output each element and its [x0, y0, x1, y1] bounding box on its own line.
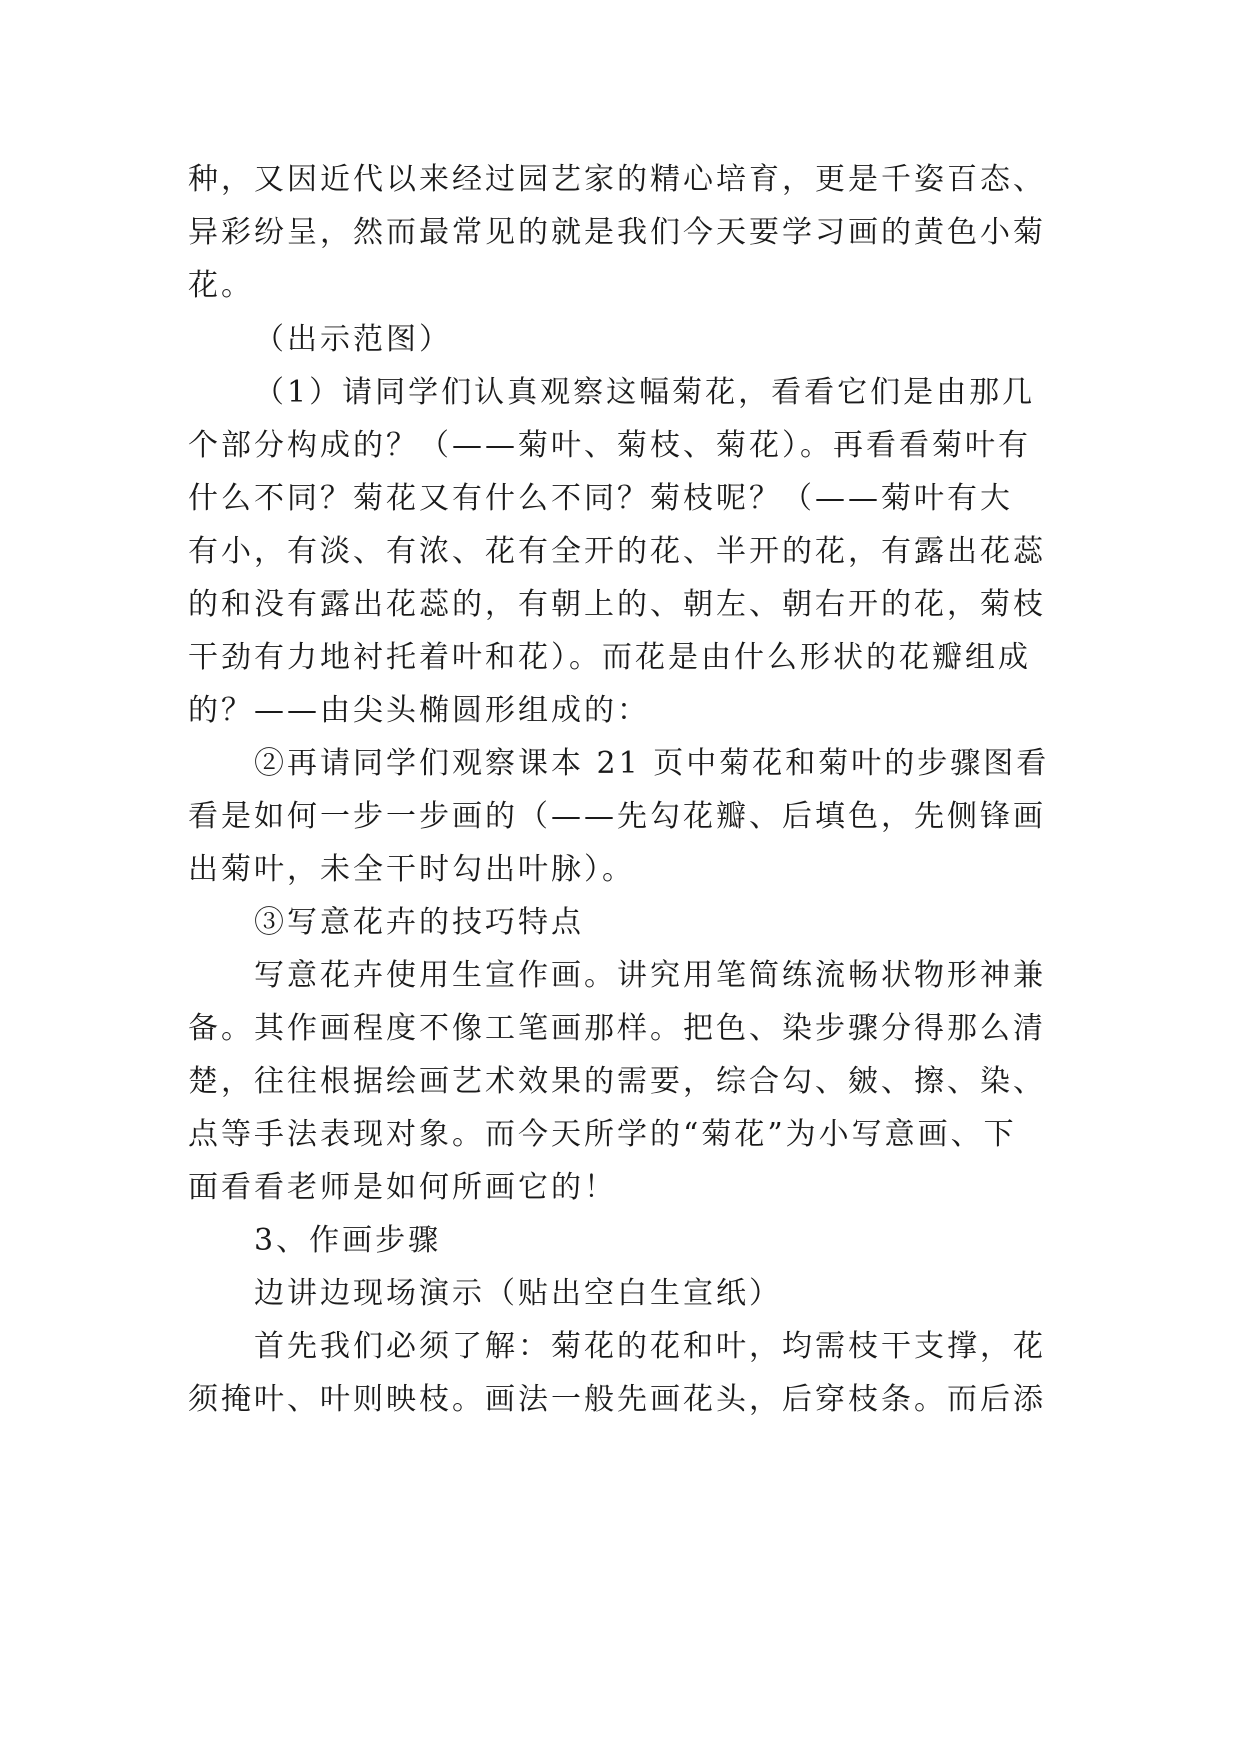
text-line-8: 有小，有淡、有浓、花有全开的花、半开的花，有露出花蕊 — [188, 534, 1046, 569]
text-line-5: （1）请同学们认真观察这幅菊花，看看它们是由那几 — [254, 375, 1036, 410]
text-line-10: 干劲有力地衬托着叶和花）。而花是由什么形状的花瓣组成 — [188, 640, 1031, 675]
text-line-3: 花。 — [188, 268, 254, 303]
text-line-20: 面看看老师是如何所画它的！ — [188, 1170, 617, 1205]
text-line-14: 出菊叶，未全干时勾出叶脉）。 — [188, 852, 635, 887]
text-line-12: ②再请同学们观察课本 21 页中菊花和菊叶的步骤图看 — [254, 746, 1050, 781]
text-line-15: ③写意花卉的技巧特点 — [254, 905, 584, 940]
text-line-1: 种，又因近代以来经过园艺家的精心培育，更是千姿百态、 — [188, 162, 1046, 197]
text-line-17: 备。其作画程度不像工笔画那样。把色、染步骤分得那么清 — [188, 1011, 1046, 1046]
text-line-19: 点等手法表现对象。而今天所学的“菊花”为小写意画、下 — [188, 1117, 1017, 1152]
text-line-23: 首先我们必须了解：菊花的花和叶，均需枝干支撑，花 — [254, 1329, 1046, 1364]
text-line-24: 须掩叶、叶则映枝。画法一般先画花头，后穿枝条。而后添 — [188, 1382, 1046, 1417]
text-line-2: 异彩纷呈，然而最常见的就是我们今天要学习画的黄色小菊 — [188, 215, 1046, 250]
text-line-4: （出示范图） — [254, 322, 452, 357]
text-line-18: 楚，往往根据绘画艺术效果的需要，综合勾、皴、擦、染、 — [188, 1064, 1046, 1099]
text-line-7: 什么不同？菊花又有什么不同？菊枝呢？（——菊叶有大 — [188, 481, 1013, 516]
text-line-13: 看是如何一步一步画的（——先勾花瓣、后填色，先侧锋画 — [188, 799, 1046, 834]
text-line-22: 边讲边现场演示（贴出空白生宣纸） — [254, 1276, 782, 1311]
text-line-6: 个部分构成的？（——菊叶、菊枝、菊花）。再看看菊叶有 — [188, 428, 1031, 463]
text-line-11: 的？——由尖头椭圆形组成的： — [188, 693, 650, 728]
text-line-21: 3、作画步骤 — [254, 1223, 442, 1258]
text-line-16: 写意花卉使用生宣作画。讲究用笔简练流畅状物形神兼 — [254, 958, 1046, 993]
text-line-9: 的和没有露出花蕊的，有朝上的、朝左、朝右开的花，菊枝 — [188, 587, 1046, 622]
